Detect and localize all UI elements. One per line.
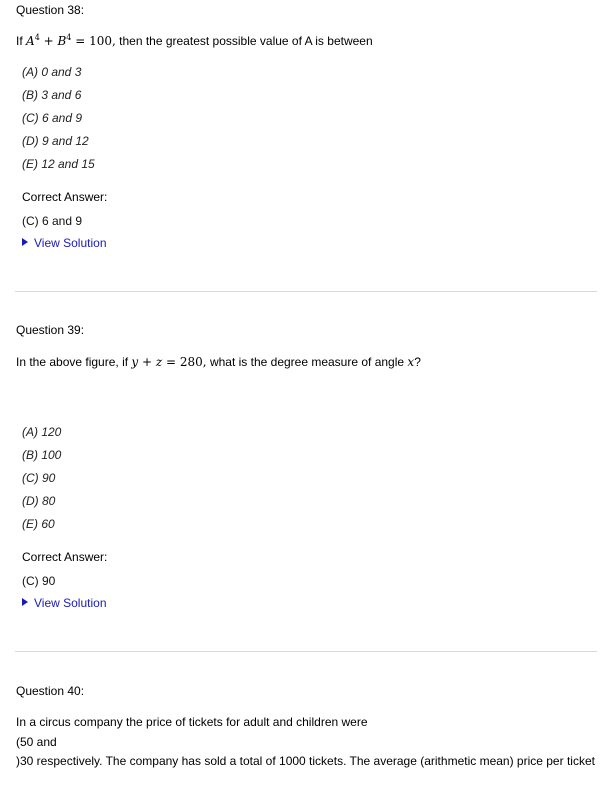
option-b[interactable]: (B) 3 and 6 — [22, 88, 82, 102]
stem-middle: what is the degree measure of angle — [206, 355, 408, 369]
option-c[interactable]: (C) 90 — [22, 471, 56, 485]
option-d[interactable]: (D) 9 and 12 — [22, 134, 89, 148]
question-40-stem-line-3: )30 respectively. The company has sold a total of 1000 tickets. The average (arithmetic mean) price per ticket — [16, 754, 595, 768]
stem-equation — [26, 34, 116, 48]
question-38-title: Question 38: — [16, 3, 85, 17]
stem-suffix: then the greatest possible value of A is between — [115, 34, 373, 48]
math-op: + — [138, 355, 156, 369]
question-40-stem-line-1: In a circus company the price of tickets for adult and children were — [16, 715, 368, 729]
math-exp-a: 4 — [34, 33, 40, 42]
math-var-a: A — [26, 34, 35, 48]
correct-answer-label: Correct Answer: — [22, 550, 108, 564]
option-e[interactable]: (E) 60 — [22, 517, 55, 531]
math-op: + — [39, 34, 58, 48]
correct-answer-value: (C) 90 — [22, 574, 56, 588]
math-eq: = 100, — [71, 34, 116, 48]
question-40-stem-line-2: (50 and — [16, 735, 57, 749]
math-exp-b: 4 — [66, 33, 72, 42]
option-d[interactable]: (D) 80 — [22, 494, 56, 508]
question-39-title: Question 39: — [16, 323, 85, 337]
math-var-b: B — [57, 34, 67, 48]
view-solution-label: View Solution — [34, 596, 107, 610]
stem-equation — [131, 355, 206, 369]
view-solution-label: View Solution — [34, 236, 107, 250]
question-40-title: Question 40: — [16, 684, 85, 698]
view-solution-toggle[interactable] — [22, 236, 107, 250]
stem-suffix: ? — [414, 355, 421, 369]
view-solution-toggle[interactable] — [22, 596, 107, 610]
question-divider — [15, 291, 597, 292]
correct-answer-value: (C) 6 and 9 — [22, 214, 83, 228]
option-b[interactable]: (B) 100 — [22, 448, 62, 462]
question-39-stem — [16, 355, 421, 369]
option-a[interactable]: (A) 120 — [22, 425, 62, 439]
stem-prefix: In the above figure, if — [16, 355, 132, 369]
question-divider — [15, 651, 597, 652]
disclosure-triangle-icon — [22, 598, 28, 606]
correct-answer-label: Correct Answer: — [22, 190, 108, 204]
option-e[interactable]: (E) 12 and 15 — [22, 157, 95, 171]
math-var-z: z — [155, 355, 163, 369]
option-a[interactable]: (A) 0 and 3 — [22, 65, 82, 79]
disclosure-triangle-icon — [22, 238, 28, 246]
math-var-y: y — [131, 355, 139, 369]
math-eq: = 280, — [162, 355, 207, 369]
math-var-x: x — [407, 355, 415, 369]
question-38-stem — [16, 34, 373, 48]
option-c[interactable]: (C) 6 and 9 — [22, 111, 83, 125]
stem-prefix: If — [16, 34, 27, 48]
